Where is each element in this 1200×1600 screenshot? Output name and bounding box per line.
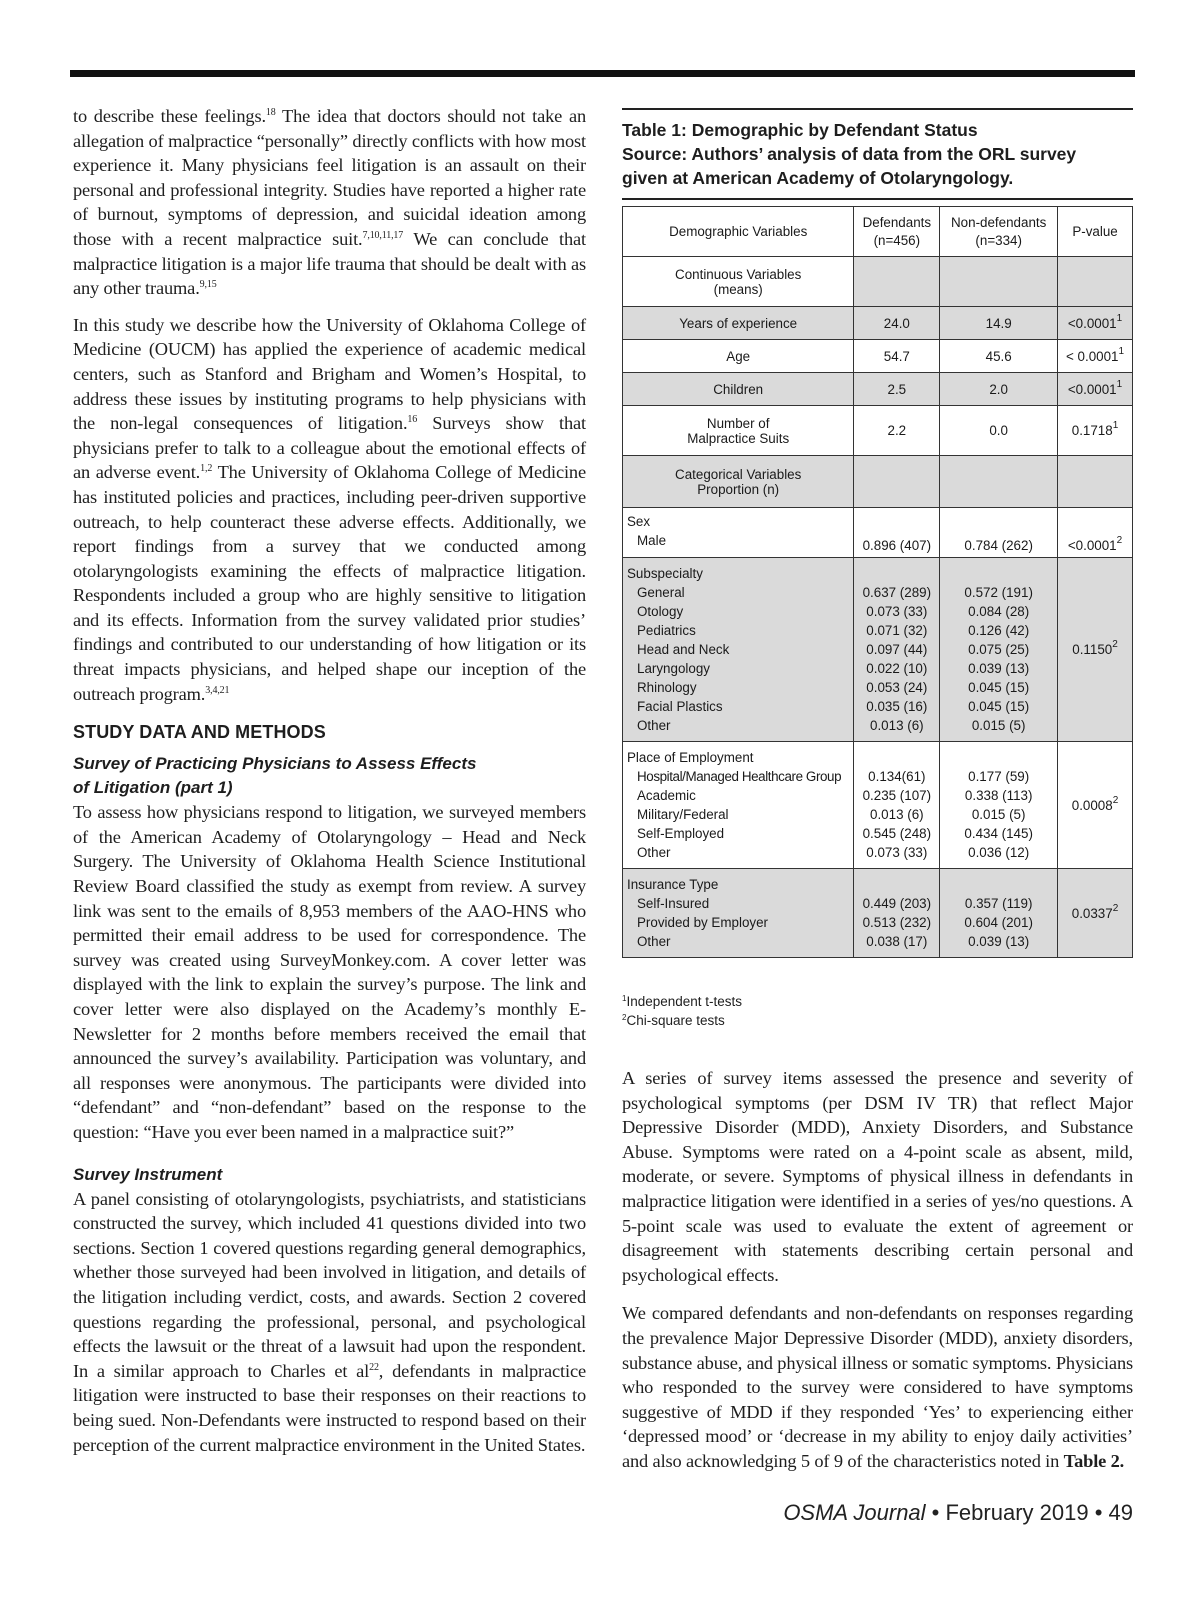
table-header-row xyxy=(623,207,1133,257)
section-heading: STUDY DATA AND METHODS xyxy=(73,722,326,743)
page-footer: OSMA Journal • February 2019 • 49 xyxy=(783,1500,1133,1525)
employment-row: Place of Employment Hospital/Managed Healthcare Group Academic Military/Federal Self-Employed Other 0.134(61) 0.235 (107) 0.013 (6) 0.545 (248) 0.073 (33) 0.177 (59) 0.338 (113) 0.015 (5) 0.434 (145) 0.036 (12) 0.0008$^2$ xyxy=(623,742,1133,869)
subspecialty-row: Subspecialty General Otology Pediatrics Head and Neck Laryngology Rhinology Facial Plastics Other 0.637 (289) 0.073 (33) 0.071 (32) 0.097 (44) 0.022 (10) 0.053 (24) 0.035 (16) 0.013 (6) 0.572 (191) 0.084 (28) 0.126 (42) 0.075 (25) 0.039 (13) 0.045 (15) 0.045 (15) 0.015 (5) 0.1150$^2$ xyxy=(623,558,1133,742)
continuous-header-row: Continuous Variables (means) xyxy=(623,257,1133,307)
table-row: Children 2.5 2.0 $<0.0001^1$ xyxy=(623,373,1133,406)
subheading-survey: Survey of Practicing Physicians to Assess Effects of Litigation (part 1) xyxy=(73,754,477,798)
table-row: Age 54.7 45.6 < $0.0001^1$ xyxy=(623,340,1133,373)
col-header-non-defendants: Non-defendants (n=334) xyxy=(940,207,1058,257)
table-caption: Table 1: Demographic by Defendant Status Source: Authors’ analysis of data from the ORL survey given at American Academy of Otolaryngology. xyxy=(622,108,1133,200)
table-footnotes xyxy=(622,992,742,1030)
insurance-row: Insurance Type Self-Insured Provided by Employer Other 0.449 (203) 0.513 (232) 0.038 (17) 0.357 (119) 0.604 (201) 0.039 (13) 0.0337$^2$ xyxy=(623,869,1133,958)
paragraph-survey-items: A series of survey items assessed the presence and severity of psychological symptoms (per DSM IV TR) that reflect Major Depressive Disorder (MDD), Anxiety Disorders, and Substance Abuse. Symptoms were rated on a 4-point scale as absent, mild, moderate, or severe. Symptoms of physical illness in defendants in malpractice litigation were identified in a series of yes/no questions. A 5-point scale was used to evaluate the extent of agreement or disagreement with statements describing certain personal and psychological effects. xyxy=(622,1068,1133,1285)
col-header-variables: Demographic Variables xyxy=(623,207,854,257)
categorical-header-row: Categorical Variables Proportion (n) xyxy=(623,456,1133,508)
right-column xyxy=(622,1066,1133,1474)
col-header-defendants: Defendants (n=456) xyxy=(854,207,940,257)
paragraph-study-description: In this study we describe how the University of Oklahoma College of Medicine (OUCM) has applied the experience of academic medical centers, such as Stanford and Brigham and Women’s Hospital, to address these issues by instituting programs to help physicians with the non-legal consequences of litigation.$^{16}$ Surveys show that physicians prefer to talk to a colleague about the emotional effects of an adverse event.$^{1,2}$ The University of Oklahoma College of Medicine has instituted policies and practices, including peer-driven supportive outreach, to help counteract these adverse effects. Additionally, we report findings from a survey that we conducted among otolaryngologists examining the effects of malpractice litigation. Respondents included a group who are highly sensitive to litigation and its effects. Information from the survey validated prior studies’ findings and contributed to our understanding of how litigation or its threat impacts physicians, and helped shape our inception of the outreach program.$^{3,4,21}$ xyxy=(73,314,586,704)
paragraph-survey: To assess how physicians respond to litigation, we surveyed members of the American Academy of Otolaryngology – Head and Neck Surgery. The University of Oklahoma Health Science Institutional Review Board classified the study as exempt from review. A survey link was sent to the emails of 8,953 members of the AAO-HNS who permitted their email address to be used for correspondence. The survey was created using SurveyMonkey.com. A cover letter was displayed with the link to explain the survey’s purpose. The link and cover letter were also displayed on the Academy’s monthly E-Newsletter for 2 months before members received the email that announced the survey’s availability. Participation was voluntary, and all responses were anonymous. The participants were divided into “defendant” and “non-defendant” based on the response to the question: “Have you ever been named in a malpractice suit?” xyxy=(73,802,586,1142)
paragraph-intro: to describe these feelings.$^{18}$ The idea that doctors should not take an allegation of malpractice “personally” directly conflicts with how most experience it. Many physicians feel litigation is an assault on their personal and professional integrity. Studies have reported a higher rate of burnout, symptoms of depression, and suicidal ideation among those with a recent malpractice suit.$^{7,10,11,17}$ We can conclude that malpractice litigation is a major life trauma that should be dealt with as any other trauma.$^{9,15}$ xyxy=(73,106,586,299)
table-row: Number of Malpractice Suits 2.2 0.0 0.1718$^1$ xyxy=(623,406,1133,456)
paragraph-comparison: We compared defendants and non-defendants on responses regarding the prevalence Major Depressive Disorder (MDD), anxiety disorders, substance abuse, and physical illness or somatic symptoms. Physicians who responded to the survey were considered to have symptoms suggestive of MDD if they responded ‘Yes’ to experiencing either ‘depressed mood’ or ‘decrease in my ability to enjoy daily activities’ and also acknowledging 5 of 9 of the characteristics noted in Table 2. xyxy=(622,1303,1133,1471)
footnote-1: $^1$Independent t-tests xyxy=(622,994,743,1009)
paragraph-instrument: A panel consisting of otolaryngologists, psychiatrists, and statisticians constructed the survey, which included 41 questions divided into two sections. Section 1 covered questions regarding general demographics, whether those surveyed had been involved in litigation, and details of the litigation including verdict, costs, and awards. Section 2 covered questions regarding the professional, personal, and psychological effects the lawsuit or the threat of a lawsuit had upon the respondent. In a similar approach to Charles et $al^{22}$, defendants in malpractice litigation were instructed to base their responses on their reactions to being sued. Non-Defendants were instructed to respond based on their perception of the current malpractice environment in the United States. xyxy=(73,1188,586,1455)
demographics-table xyxy=(622,206,1133,958)
footnote-2: $^2$Chi-square tests xyxy=(622,1013,725,1028)
sex-row: Sex Male 0.896 (407) 0.784 (262) $<0.0001^2$ xyxy=(623,508,1133,558)
table-row: Years of experience 24.0 14.9 $<0.0001^1$ xyxy=(623,307,1133,340)
header-rule xyxy=(70,70,1135,77)
page-number: 49 xyxy=(1108,1500,1133,1525)
subheading-instrument: Survey Instrument xyxy=(73,1164,223,1184)
left-column xyxy=(73,104,586,1457)
col-header-pvalue: P-value xyxy=(1058,207,1133,257)
